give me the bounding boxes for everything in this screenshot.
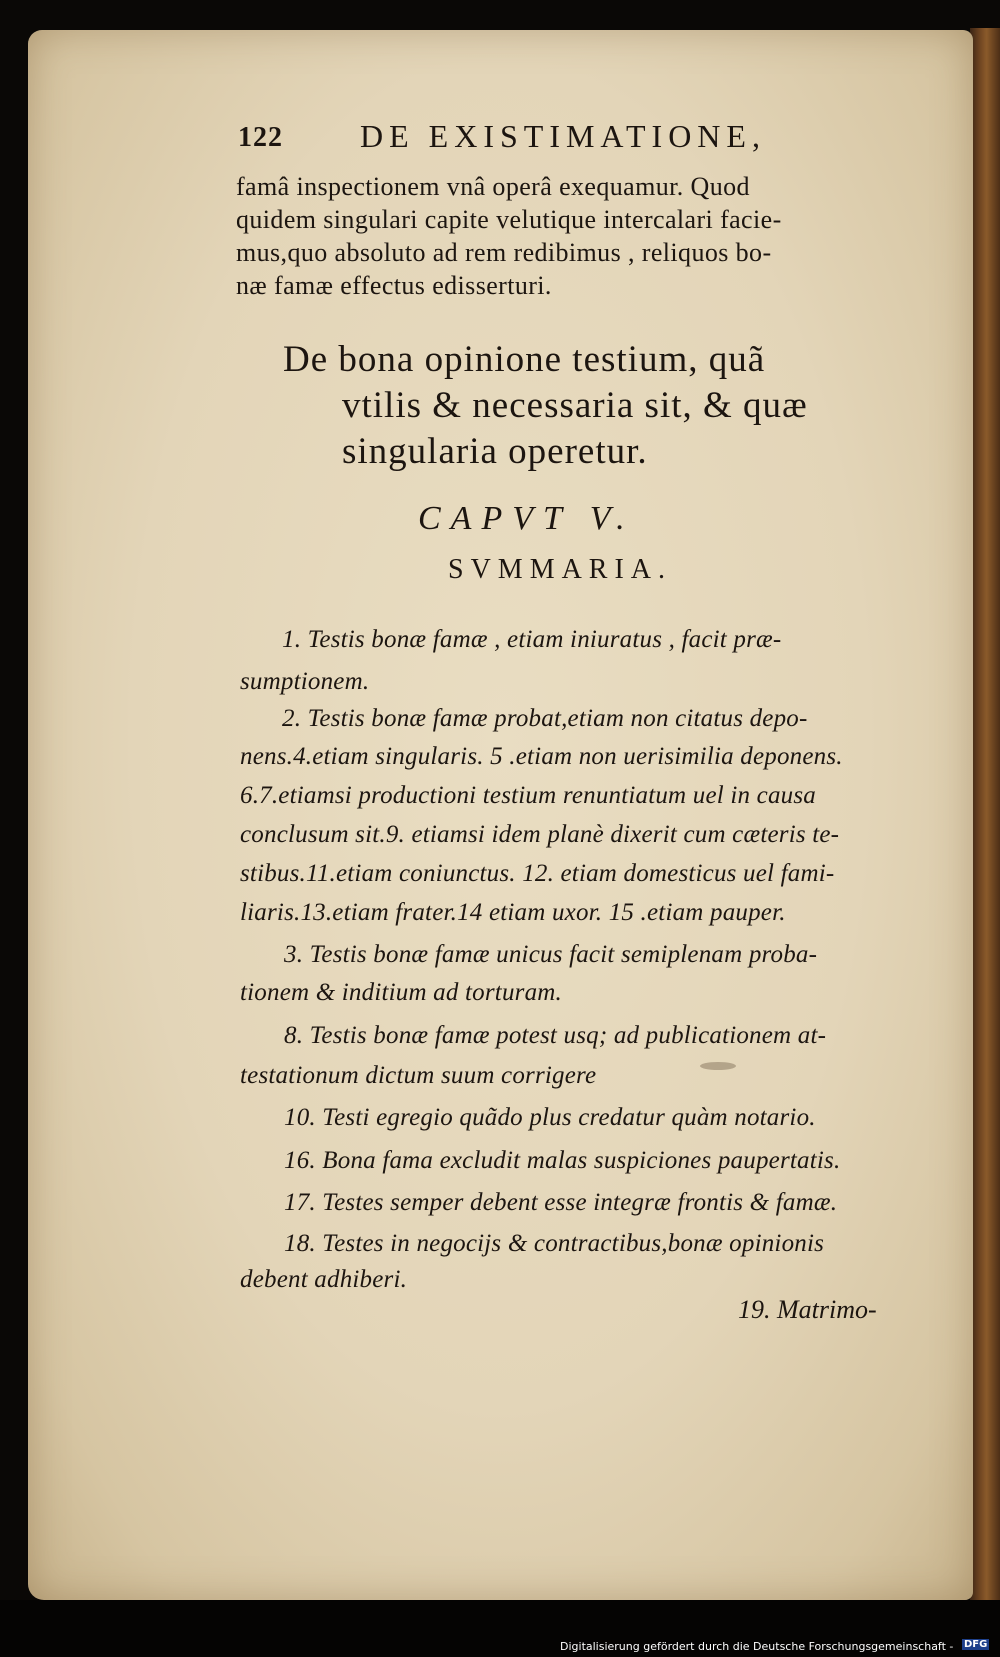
ink-blot bbox=[700, 1062, 736, 1070]
chapter-title-line: singularia operetur. bbox=[342, 431, 648, 472]
page-number: 122 bbox=[238, 122, 283, 153]
summary-line: sumptionem. bbox=[240, 668, 370, 695]
intro-line: famâ inspectionem vnâ operâ exequamur. Quod bbox=[236, 172, 750, 201]
summary-line: 16. Bona fama excludit malas suspiciones paupertatis. bbox=[284, 1147, 841, 1174]
summary-line: 3. Testis bonæ famæ unicus facit semiplenam proba- bbox=[284, 941, 818, 968]
summary-line: 1. Testis bonæ famæ , etiam iniuratus , facit præ- bbox=[282, 626, 782, 653]
summary-line: 17. Testes semper debent esse integræ frontis & famæ. bbox=[284, 1189, 838, 1216]
summary-line: nens.4.etiam singularis. 5 .etiam non uerisimilia deponens. bbox=[240, 743, 843, 770]
summary-line: 6.7.etiamsi productioni testium renuntiatum uel in causa bbox=[240, 782, 816, 809]
summaria-heading: SVMMARIA. bbox=[448, 554, 673, 585]
chapter-title-line: De bona opinione testium, quã bbox=[283, 339, 766, 380]
intro-line: quidem singulari capite velutique intercalari facie- bbox=[236, 205, 782, 234]
chapter-label: CAPVT V. bbox=[418, 500, 635, 537]
intro-line: mus,quo absoluto ad rem redibimus , reliquos bo- bbox=[236, 238, 772, 267]
book-edge bbox=[970, 28, 1000, 1608]
catchword: 19. Matrimo- bbox=[738, 1295, 877, 1324]
summary-line: 18. Testes in negocijs & contractibus,bonæ opinionis bbox=[284, 1230, 825, 1257]
intro-line: næ famæ effectus edisserturi. bbox=[236, 271, 552, 300]
summary-line: tionem & inditium ad torturam. bbox=[240, 979, 562, 1006]
summary-line: 2. Testis bonæ famæ probat,etiam non citatus depo- bbox=[282, 705, 808, 732]
summary-line: 10. Testi egregio quãdo plus credatur quàm notario. bbox=[284, 1104, 816, 1131]
summary-line: debent adhiberi. bbox=[240, 1266, 408, 1293]
chapter-title-line: vtilis & necessaria sit, & quæ bbox=[342, 385, 808, 426]
dfg-logo-icon: DFG bbox=[964, 1639, 988, 1650]
summary-line: liaris.13.etiam frater.14 etiam uxor. 15 .etiam pauper. bbox=[240, 899, 786, 926]
summary-line: testationum dictum suum corrigere bbox=[240, 1062, 597, 1089]
summary-line: 8. Testis bonæ famæ potest usq; ad publicationem at- bbox=[284, 1022, 827, 1049]
summary-line: conclusum sit.9. etiamsi idem planè dixerit cum cæteris te- bbox=[240, 821, 840, 848]
digitization-credit: Digitalisierung gefördert durch die Deutsche Forschungsgemeinschaft - bbox=[560, 1640, 954, 1653]
running-head: DE EXISTIMATIONE, bbox=[360, 118, 766, 154]
summary-line: stibus.11.etiam coniunctus. 12. etiam domesticus uel fami- bbox=[240, 860, 835, 887]
